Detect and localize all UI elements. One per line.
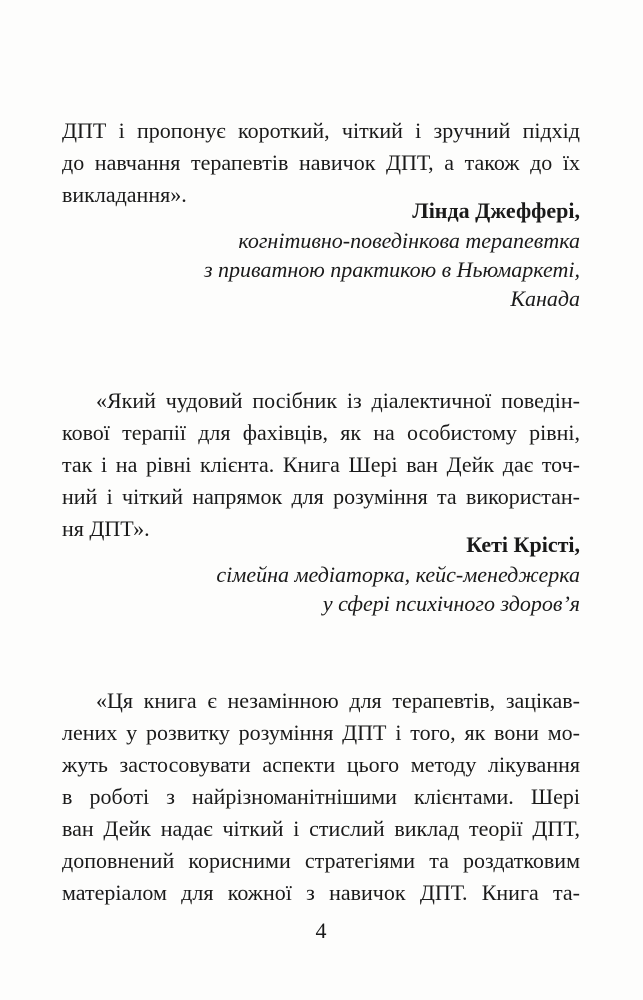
- reviewer-name: Лінда Джеффері,: [412, 198, 580, 223]
- reviewer-role-line: Канада: [510, 286, 580, 311]
- quote-line: доповнений корисними стратегіями та роздатковим: [62, 848, 580, 873]
- reviewer-role-line: з приватною практикою в Ньюмаркеті,: [203, 257, 580, 282]
- page-content: [62, 0, 580, 947]
- quote-block-2: [62, 385, 580, 545]
- quote-line: ний і чіткий напрямок для розуміння та використан-: [62, 484, 580, 509]
- quote-line: ван Дейк надає чіткий і стислий виклад теорії ДПТ,: [62, 816, 580, 841]
- quote-line: «Ця книга є незамінною для терапевтів, зацікав-: [96, 688, 580, 713]
- quote-line: викладання».: [62, 182, 187, 207]
- reviewer-role-line: когнітивно-поведінкова терапевтка: [238, 228, 580, 253]
- attribution-1: [62, 196, 580, 313]
- page-number: 4: [315, 918, 327, 943]
- quote-line: лених у розвитку розуміння ДПТ і того, як вони мо-: [62, 720, 580, 745]
- quote-line: до навчання терапевтів навичок ДПТ, а також до їх: [62, 150, 580, 175]
- quote-line: кової терапії для фахівців, як на особистому рівні,: [62, 420, 580, 445]
- quote-line: жуть застосовувати аспекти цього методу лікування: [62, 752, 580, 777]
- quote-line: так і на рівні клієнта. Книга Шері ван Дейк дає точ-: [62, 452, 580, 477]
- quote-line: ДПТ і пропонує короткий, чіткий і зручний підхід: [62, 118, 580, 143]
- quote-block-3: [62, 685, 580, 909]
- reviewer-role-line: сімейна медіаторка, кейс-менеджерка: [216, 562, 580, 587]
- quote-line: ня ДПТ».: [62, 516, 150, 541]
- reviewer-role-line: у сфері психічного здоров’я: [322, 591, 580, 616]
- reviewer-name: Кеті Крісті,: [466, 532, 580, 557]
- quote-line: «Який чудовий посібник із діалектичної поведін-: [96, 388, 580, 413]
- quote-line: матеріалом для кожної з навичок ДПТ. Книга та-: [62, 880, 580, 905]
- quote-line: в роботі з найрізноманітнішими клієнтами. Шері: [62, 784, 580, 809]
- page-footer: [62, 914, 580, 947]
